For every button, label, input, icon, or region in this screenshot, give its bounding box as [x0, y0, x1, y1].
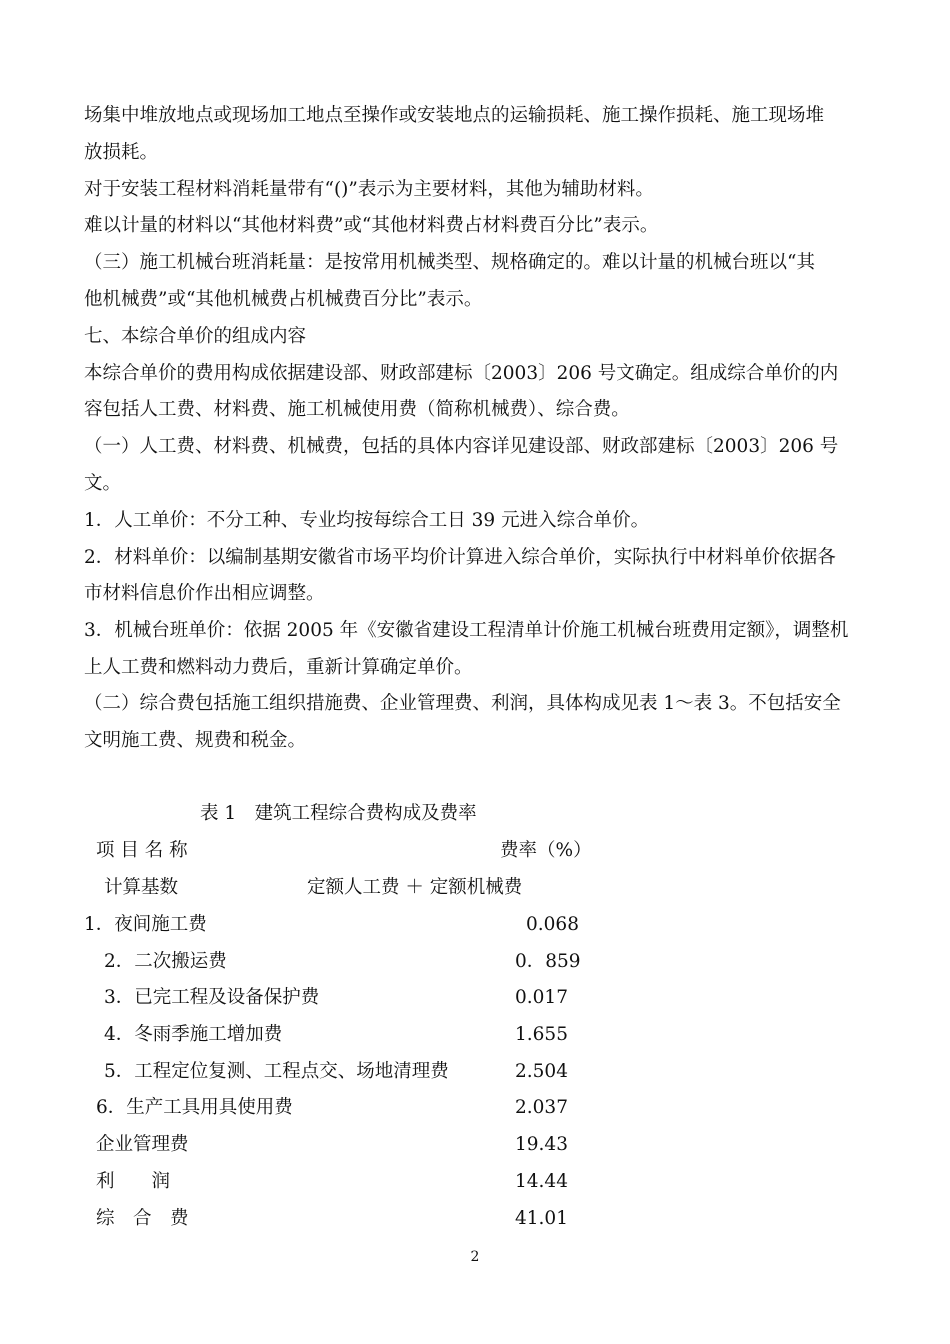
table-row-name: 1．夜间施工费: [84, 914, 207, 935]
table-row-rate: 14.44: [515, 1171, 568, 1192]
body-line: 对于安装工程材料消耗量带有“()”表示为主要材料，其他为辅助材料。: [84, 179, 654, 200]
body-line: 他机械费”或“其他机械费占机械费百分比”表示。: [84, 289, 483, 310]
table-header-name: 项 目 名 称: [96, 840, 188, 861]
table-row-name: 5．工程定位复测、工程点交、场地清理费: [104, 1061, 449, 1082]
body-line: 难以计量的材料以“其他材料费”或“其他材料费占材料费百分比”表示。: [84, 215, 659, 236]
table-row-rate: 41.01: [515, 1208, 568, 1229]
table-row-rate: 0．859: [515, 951, 581, 972]
body-line: 场集中堆放地点或现场加工地点至操作或安装地点的运输损耗、施工操作损耗、施工现场堆: [84, 105, 825, 126]
body-line: 本综合单价的费用构成依据建设部、财政部建标〔2003〕206 号文确定。组成综合单价的内: [84, 363, 839, 384]
table-row-name: 3．已完工程及设备保护费: [104, 987, 320, 1008]
body-line: （三）施工机械台班消耗量：是按常用机械类型、规格确定的。难以计量的机械台班以“其: [84, 252, 815, 273]
table-row-name: 综 合 费: [96, 1208, 189, 1229]
body-line: （二）综合费包括施工组织措施费、企业管理费、利润，具体构成见表 1～表 3。不包括安全: [84, 693, 841, 714]
section-heading: 七、本综合单价的组成内容: [84, 326, 307, 347]
table-row-name: 企业管理费: [96, 1134, 189, 1155]
body-line: 市材料信息价作出相应调整。: [84, 583, 325, 604]
table-row-name: 2．二次搬运费: [104, 951, 227, 972]
body-line: 1．人工单价：不分工种、专业均按每综合工日 39 元进入综合单价。: [84, 510, 650, 531]
table-row-name: 6．生产工具用具使用费: [96, 1097, 293, 1118]
table-header-rate: 费率（%）: [500, 840, 592, 861]
table-row-rate: 1.655: [515, 1024, 568, 1045]
table-caption: 表 1 建筑工程综合费构成及费率: [200, 803, 477, 824]
table-row-rate: 2.504: [515, 1061, 568, 1082]
table-row-name: 4．冬雨季施工增加费: [104, 1024, 283, 1045]
body-line: 文。: [84, 473, 122, 494]
body-line: 放损耗。: [84, 142, 159, 163]
table-row-rate: 2.037: [515, 1097, 568, 1118]
table-row-name: 利 润: [96, 1171, 171, 1192]
table-row-rate: 0.068: [526, 914, 579, 935]
table-row-rate: 19.43: [515, 1134, 568, 1155]
body-line: 上人工费和燃料动力费后，重新计算确定单价。: [84, 657, 473, 678]
body-line: 文明施工费、规费和税金。: [84, 730, 307, 751]
body-line: 3．机械台班单价：依据 2005 年《安徽省建设工程清单计价施工机械台班费用定额》，调整机: [84, 620, 849, 641]
table-basis-value: 定额人工费 ＋ 定额机械费: [307, 877, 523, 898]
body-line: （一）人工费、材料费、机械费，包括的具体内容详见建设部、财政部建标〔2003〕206 号: [84, 436, 839, 457]
body-line: 2．材料单价：以编制基期安徽省市场平均价计算进入综合单价，实际执行中材料单价依据各: [84, 547, 836, 568]
table-row-rate: 0.017: [515, 987, 568, 1008]
table-basis-label: 计算基数: [104, 877, 179, 898]
page-number: 2: [470, 1249, 480, 1265]
body-line: 容包括人工费、材料费、施工机械使用费（简称机械费）、综合费。: [84, 399, 630, 420]
